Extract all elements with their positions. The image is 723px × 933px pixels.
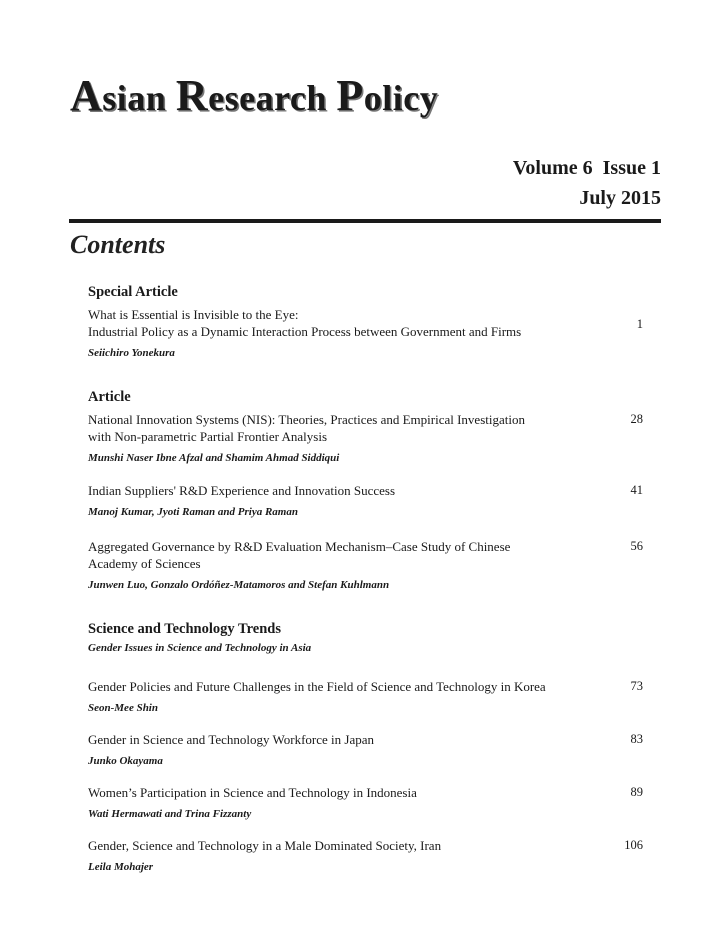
header-divider xyxy=(69,219,661,223)
article-title[interactable]: Aggregated Governance by R&D Evaluation Mechanism–Case Study of Chinese Academy of Sciences xyxy=(88,539,511,571)
section-article xyxy=(88,387,643,593)
article-authors: Munshi Naser Ibne Afzal and Shamim Ahmad Siddiqui xyxy=(88,452,340,464)
article-title[interactable]: Women’s Participation in Science and Technology in Indonesia xyxy=(88,785,417,800)
journal-title xyxy=(70,70,438,121)
page-number: 41 xyxy=(630,483,643,497)
volume-issue: Volume 6 Issue 1 xyxy=(512,157,661,179)
article-title[interactable]: Gender Policies and Future Challenges in the Field of Science and Technology in Korea xyxy=(88,679,546,694)
toc-entry[interactable] xyxy=(88,731,643,769)
toc-entry[interactable] xyxy=(88,837,643,875)
section-science-technology-trends xyxy=(88,619,643,875)
title-word-research: Research xyxy=(175,71,327,120)
toc-entry[interactable] xyxy=(88,538,643,593)
article-authors: Seiichiro Yonekura xyxy=(88,347,175,359)
article-authors: Leila Mohajer xyxy=(88,861,154,873)
section-heading: Special Article xyxy=(88,284,178,300)
title-word-asian: Asian xyxy=(70,71,167,120)
article-authors: Seon-Mee Shin xyxy=(88,702,158,714)
article-title[interactable]: National Innovation Systems (NIS): Theories, Practices and Empirical Investigation with Non-parametric Partial Frontier Analysis xyxy=(88,412,525,444)
section-special-article xyxy=(88,282,643,361)
toc-entry[interactable] xyxy=(88,784,643,822)
page-number: 83 xyxy=(630,732,643,746)
article-title[interactable]: Gender, Science and Technology in a Male Dominated Society, Iran xyxy=(88,838,442,853)
section-subtitle: Gender Issues in Science and Technology in Asia xyxy=(88,642,312,654)
section-heading: Science and Technology Trends xyxy=(88,621,281,637)
page-number: 89 xyxy=(630,785,643,799)
table-of-contents xyxy=(88,282,643,875)
article-title[interactable]: Gender in Science and Technology Workforce in Japan xyxy=(88,732,374,747)
article-authors: Junwen Luo, Gonzalo Ordóñez-Matamoros and Stefan Kuhlmann xyxy=(88,579,390,591)
issue-date: July 2015 xyxy=(579,187,661,209)
page-number: 56 xyxy=(630,539,643,553)
toc-entry[interactable] xyxy=(88,306,643,361)
page-number: 73 xyxy=(630,679,643,693)
page-number: 106 xyxy=(624,838,643,852)
issue-info xyxy=(513,153,661,213)
toc-entry[interactable] xyxy=(88,482,643,520)
toc-entry[interactable] xyxy=(88,678,643,716)
title-word-policy: Policy xyxy=(336,71,439,120)
article-authors: Wati Hermawati and Trina Fizzanty xyxy=(88,808,252,820)
article-authors: Junko Okayama xyxy=(88,755,163,767)
article-title[interactable]: What is Essential is Invisible to the Eye: Industrial Policy as a Dynamic Interaction Process between Government and Firms xyxy=(88,307,522,339)
article-authors: Manoj Kumar, Jyoti Raman and Priya Raman xyxy=(88,506,298,518)
article-title[interactable]: Indian Suppliers' R&D Experience and Innovation Success xyxy=(88,483,396,498)
section-heading: Article xyxy=(88,389,131,405)
contents-heading: Contents xyxy=(70,230,166,259)
toc-entry[interactable] xyxy=(88,411,643,466)
page-number: 28 xyxy=(630,412,643,426)
page-number: 1 xyxy=(636,317,643,331)
